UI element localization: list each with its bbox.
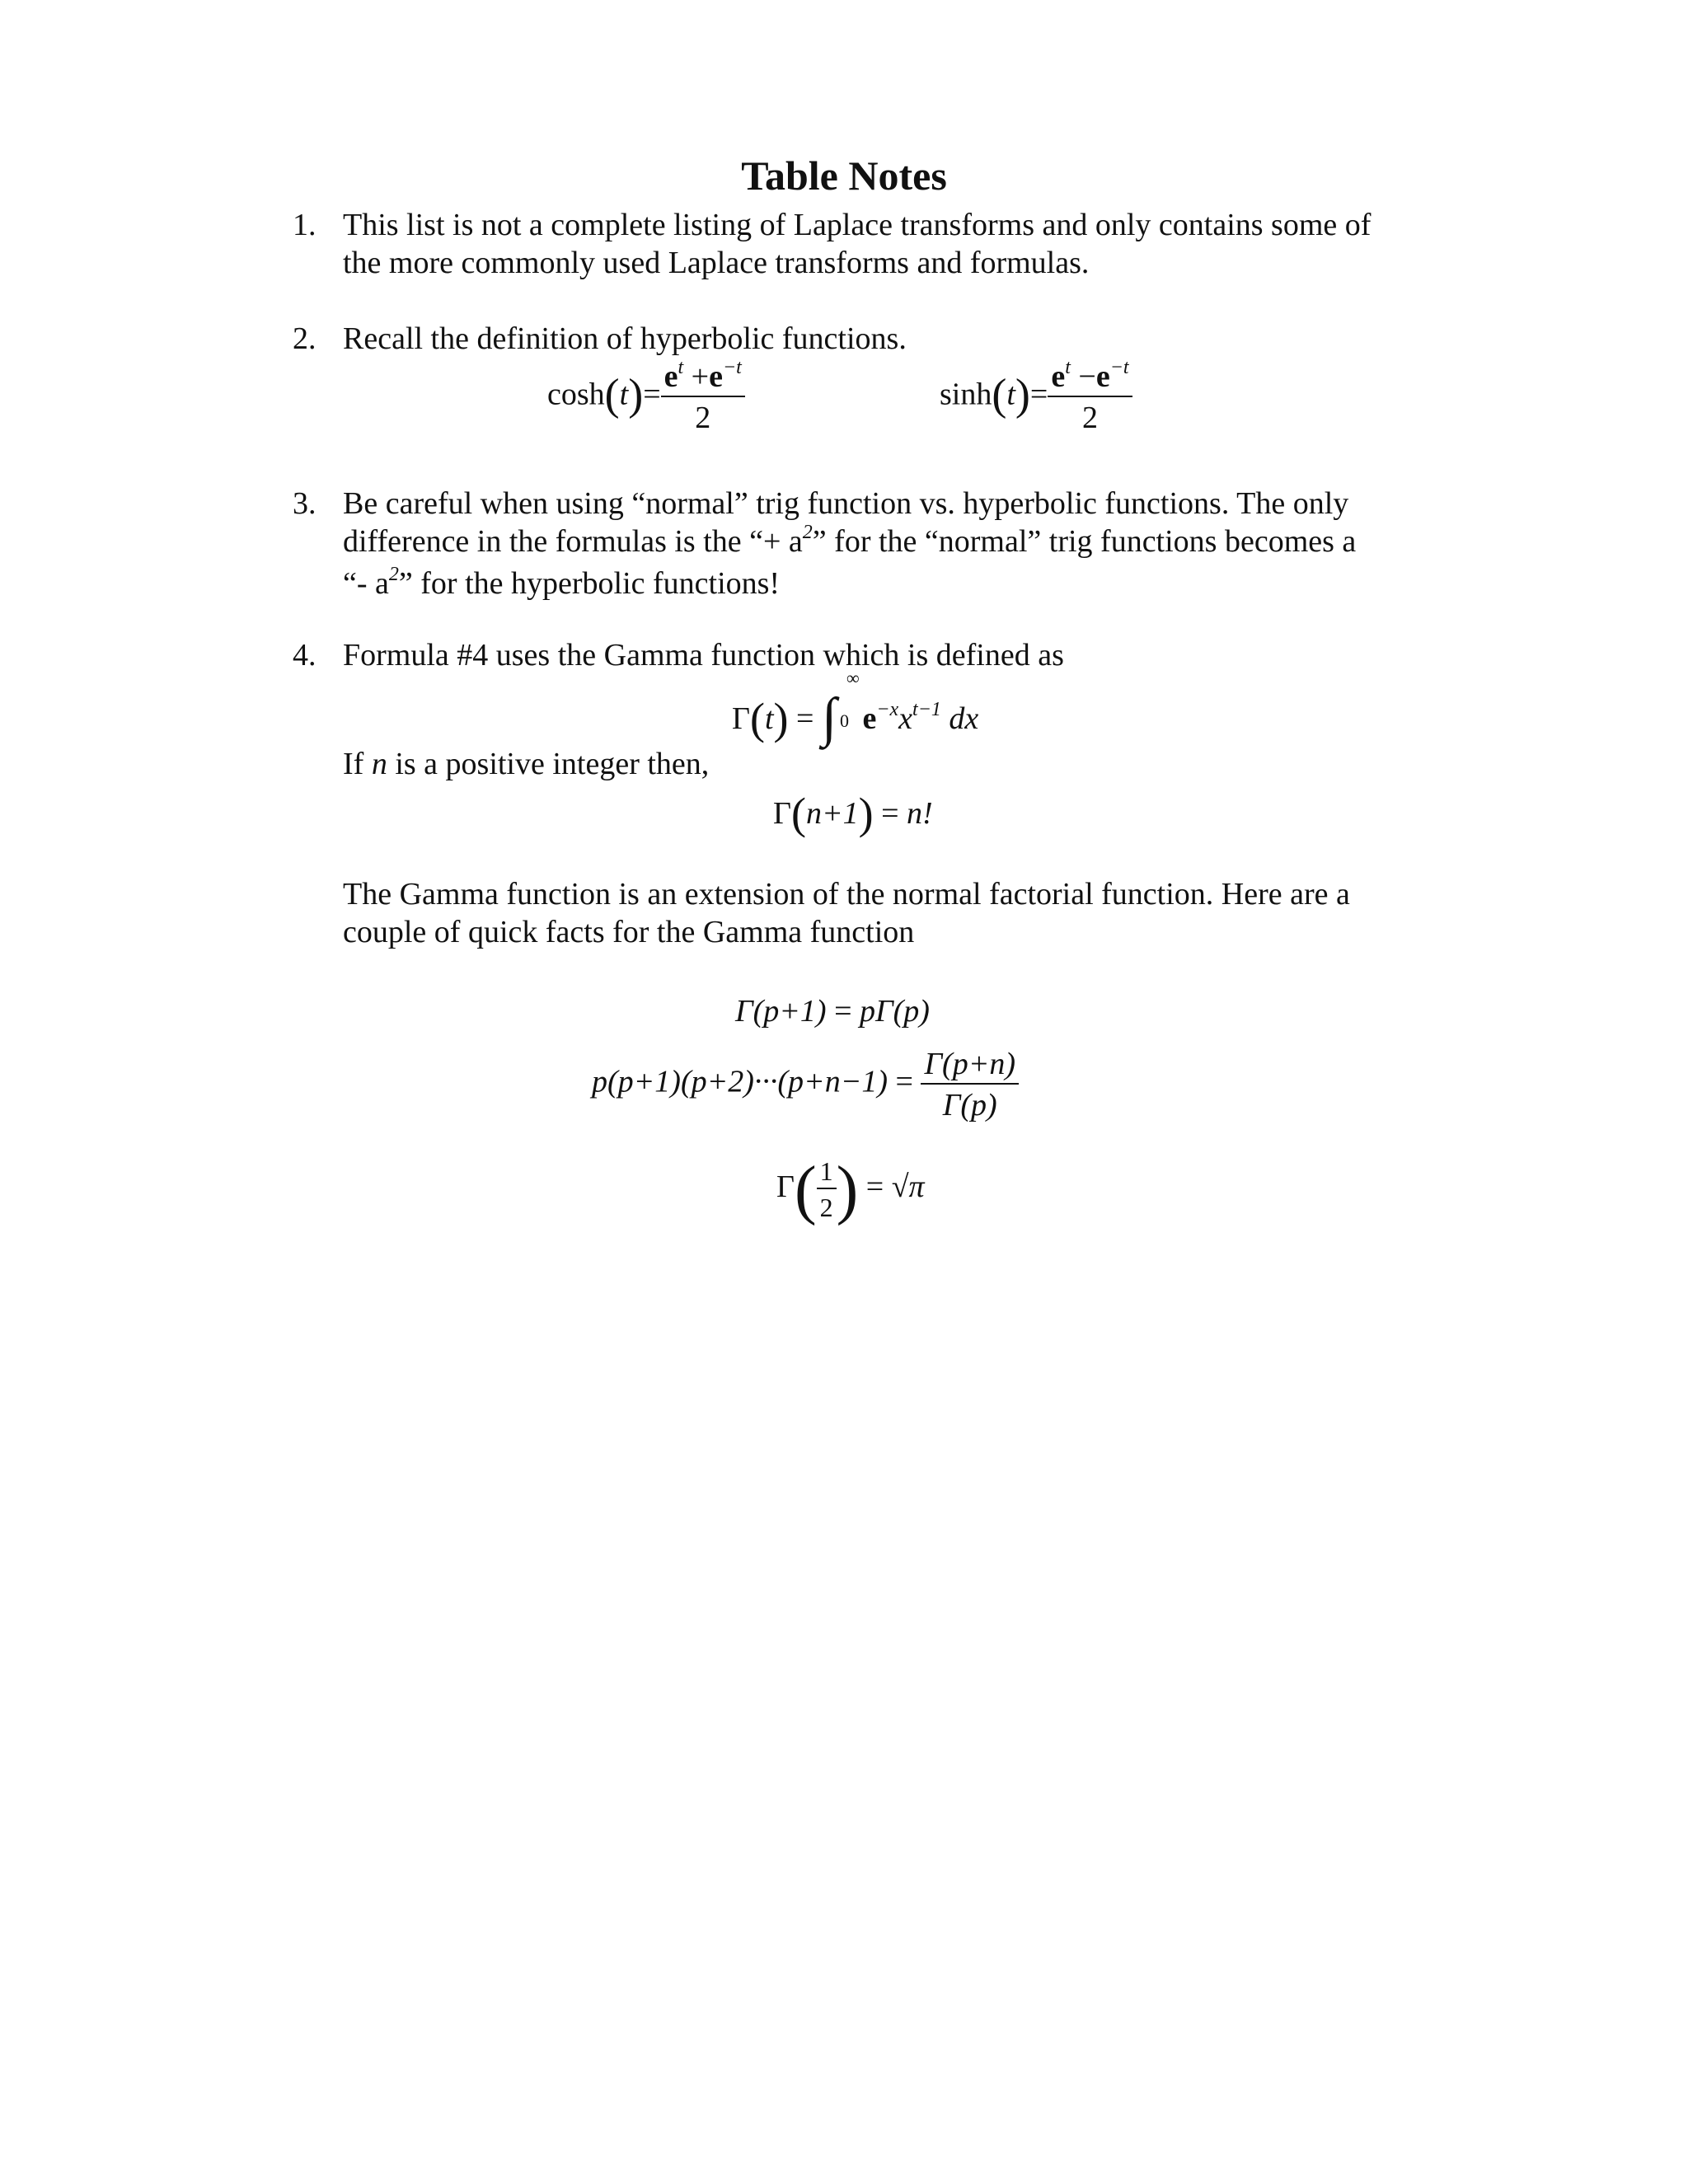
note-3-number: 3. bbox=[293, 486, 316, 521]
note-1-number: 1. bbox=[293, 208, 316, 242]
gamma-fact-2: p(p+1)(p+2)···(p+n−1) = $\frac{\Gamma(p+n)}{\Gamma(p)}$ bbox=[592, 1048, 1019, 1121]
note-4-number: 4. bbox=[293, 638, 316, 673]
gamma-fact-3-fraction: $\frac{1}{2}$ bbox=[817, 1158, 837, 1221]
cosh-fraction: $\frac{e^t +e^{-t}}{2}$ bbox=[661, 361, 745, 434]
gamma-fact-2-fraction: $\frac{\Gamma(p+n)}{\Gamma(p)}$ bbox=[921, 1048, 1019, 1121]
note-4-paragraph bbox=[343, 875, 1431, 951]
cosh-formula: cosh(t)= $\frac{e^t +e^{-t}}{2}$ bbox=[547, 361, 745, 434]
note-2-number: 2. bbox=[293, 321, 316, 356]
note-3-line: difference in the formulas is the “+ $a^2$” for the “normal” trig functions becomes a bbox=[343, 522, 1357, 559]
gamma-definition: Γ(t) = ∫ ∞ 0 $e^{-x}x^{t-1}$ dx bbox=[732, 668, 979, 748]
sinh-var: t bbox=[1006, 377, 1015, 412]
gamma-integer-formula: Γ(n+1) = n! bbox=[773, 789, 933, 838]
note-3-line: “- $a^2$” for the hyperbolic functions! bbox=[343, 564, 781, 601]
gamma-fact-3: Γ( $\frac{1}{2}$ ) = √π bbox=[776, 1154, 925, 1226]
note-3-line: Be careful when using “normal” trig function vs. hyperbolic functions. The only bbox=[343, 486, 1349, 521]
note-4-if-line: If n is a positive integer then, bbox=[343, 747, 710, 781]
note-1-text bbox=[343, 206, 1431, 282]
page-title: Table Notes bbox=[741, 152, 947, 199]
sinh-fraction: $\frac{e^t -e^{-t}}{2}$ bbox=[1048, 361, 1132, 434]
note-1-line: This list is not a complete listing of Laplace transforms and only contains some of bbox=[343, 208, 1372, 242]
note-4-paragraph-line: couple of quick facts for the Gamma function bbox=[343, 915, 915, 949]
note-2-text: Recall the definition of hyperbolic functions. bbox=[343, 321, 907, 356]
note-4-text: Formula #4 uses the Gamma function which is defined as bbox=[343, 638, 1064, 673]
cosh-var: t bbox=[619, 377, 629, 412]
gamma-fact-1: Γ(p+1) = pΓ(p) bbox=[735, 994, 930, 1029]
sinh-formula: sinh(t)= $\frac{e^t -e^{-t}}{2}$ bbox=[940, 361, 1132, 434]
note-3-text bbox=[343, 485, 1431, 607]
note-4-paragraph-line: The Gamma function is an extension of the normal factorial function. Here are a bbox=[343, 877, 1350, 912]
note-1-line: the more commonly used Laplace transforms and formulas. bbox=[343, 246, 1090, 280]
sinh-name: sinh bbox=[940, 377, 992, 412]
cosh-name: cosh bbox=[547, 377, 605, 412]
